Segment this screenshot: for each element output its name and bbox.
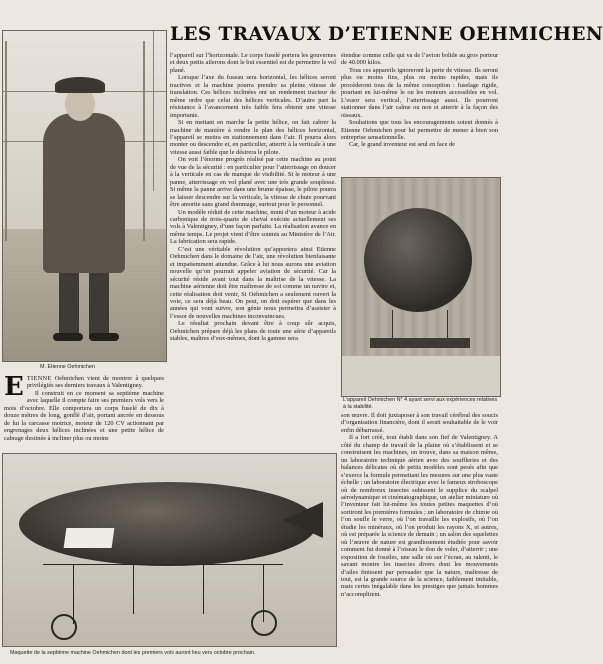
- text-column-right-top: étendue comme celle qui va de l’avion bolide au gros porteur de 40.000 kilos. Tous ces appareils ignoreront la perte de vitesse. Ils seront plus ou moins fins, plus ou moins rapides, mais ils procèderont tous de la même conception : fuselage rigide, pourtant en lui-même le ou les moteurs accessibles en vol. L’essor sera vertical, l’atterrissage aussi. Ils pourront stationner dans l’air calme ou non et atterrir à la façon des oiseaux. Souhaitons que tous les encouragements soient donnés à Etienne Oehmichen pour lui permettre de mener à bien son entreprise sensationnelle. Car, le grand inventeur est seul en face de: [341, 52, 498, 149]
- balloon-photo: [341, 177, 501, 397]
- drop-cap: E: [4, 372, 24, 402]
- text-column-middle: l’appareil sur l’horizontale. Le corps fuselé portera les gouvernes et deux petits ailerons dont le but essentiel est de permettre le vol plané. Lorsque l’axe du fuseau sera horizontal, les hélices seront tractives et la machine pourra prendre sa pleine vitesse de translation. Ces hélices inclinées ont un rendement tracteur de même ordre que celui des hélices verticales. D’autre part la résistance à l’avancement très faible fera obtenir une vitesse importante. Si en mettant en marche la petite hélice, on fait cabrer la machine de manière à rendre le plan des hélices horizontal, l’appareil se mettra en stationnement dans l’air. Il pourra alors monter ou descendre et, en particulier, atterrir à la verticale à une vitesse aussi faible que le désirera le pilote. On voit l’énorme progrès réalisé par cette machine au point de vue de la sécurité : en particulier pour l’atterrissage on doucer à la verticale en cas de manque de visibilité. Si le moteur à une panne, atterrissage en vol plané avec une très grande souplesse. Si même la panne arrive dans une brume épaisse, le pilote pourra se laisser descendre sur la verticale, la vitesse de chute pourvant être amortie sans grand dommage, surtout pour le personnel. Un modèle réduit de cette machine, muni d’un moteur à acide carbonique de trois-quarts de cheval exécute actuellement ses vols à Valentigney, d’une façon parfaite. La réalisation avance en même temps. Le projet vient d’être soumis au Ministère de l’Air. La fabrication sera rapide. C’est une véritable révolution qu’apportera ainsi Etienne Oehmichen dans le domaine de l’air, une révolution bienfaisante et impatiemment attendue. Grâce à lui nous aurons une aviation nouvelle qu’on pourrait appeler aviation de sécurité. Car la sécurité réside avant tout dans la maîtrise de la vitesse. La machine aérienne doit être maîtresse de soi comme un navire et, cette réalisation doit venir, Si Oehmichen a seulement ouvert la voie, ce sera déjà beau. On peut, on doit espérer que dans les années qui vont suivre, son génie nous permettra d’assister à l’essor de nouvelles machines inconvaincues. Le résultat prochain devant être à coup sûr acquis, Oehmichen prépare déjà les plans de toute une série d’appareils stables, maîtres d’eux-mêmes, dont la gamme sera: [170, 52, 336, 343]
- article-title: LES TRAVAUX D’ETIENNE OEHMICHEN: [170, 24, 603, 45]
- airship-caption: Maquette de la septième machine Oehmichen dont les premiers vols auront lieu vers octobre prochain.: [10, 650, 256, 656]
- text-column-left: ETIENNE Oehmichen vient de montrer à quelques privilégiés ses derniers travaux à Valentigney. Il construit en ce moment sa septième machine avec laquelle il compte faire ses premiers vols vers le mois d’octobre. Elle comportera un corps fuselé de dix à douze mètres de long, gonflé d’air, portant ancrée en dessous de lui la carcasse motrice, moteur de 120 CV actionnant par engrenages deux hélices inclinées et une petite hélice de cabrage destinée à incliner plus ou moins: [4, 372, 164, 442]
- text-column-right-bottom: son œuvre. Il doit juxtaposer à son travail cérébral des soucis d’organisation financière, dont il serait souhaitable de le voir enfin débarrassé. Il a fort créé, tout établi dans son fief de Valentigney. A côté du champ de travail de la plaine où s’établissent et se construisent les machines, on trouve, dans sa maison même, un laboratoire technique aérien avec des souffleries et des balances délicates où de petits modèles sont pesés afin que s’exerce la formule permettant les mesures sur une plus vaste échelle ; un laboratoire électrique avec le fameux stroboscope où de nombreux insectes subissent le supplice du scalpel aérodynamique et cinématographique, un atelier miniature où l’inventeur fait lui-même les toutes petites maquettes d’où sortiront les premières formules ; un laboratoire de chimie où l’on soufle le verre, où l’on travaille les explosifs, où l’on étudie les minéraux, où l’on produit les rayons X, et autres, où est préparée la science de demain ; un salon des squelettes où l’œuvre de nature est grandiosement étudiée pour savoir comment fut donné à l’oiseau le don de voler, d’atterrir ; une exposition de fossiles, une salle où sur l’écran, au ralenti, le savant montre les insectes divers dont les mouvements d’ailes finissent par persuader que la nature, maîtresse de tout, est la grande source de la science, faiblement imitable, mais certes inégalable dans les prestiges que jamais hommes n’accomplirent.: [341, 412, 498, 598]
- airship-photo: [2, 453, 337, 647]
- portrait-caption: M. Etienne Oehmichen: [40, 364, 95, 370]
- portrait-photo: [2, 30, 167, 362]
- balloon-caption: L’appareil Oehmichen N° 4 ayant servi aux expériences relatives à la stabilité.: [343, 397, 498, 410]
